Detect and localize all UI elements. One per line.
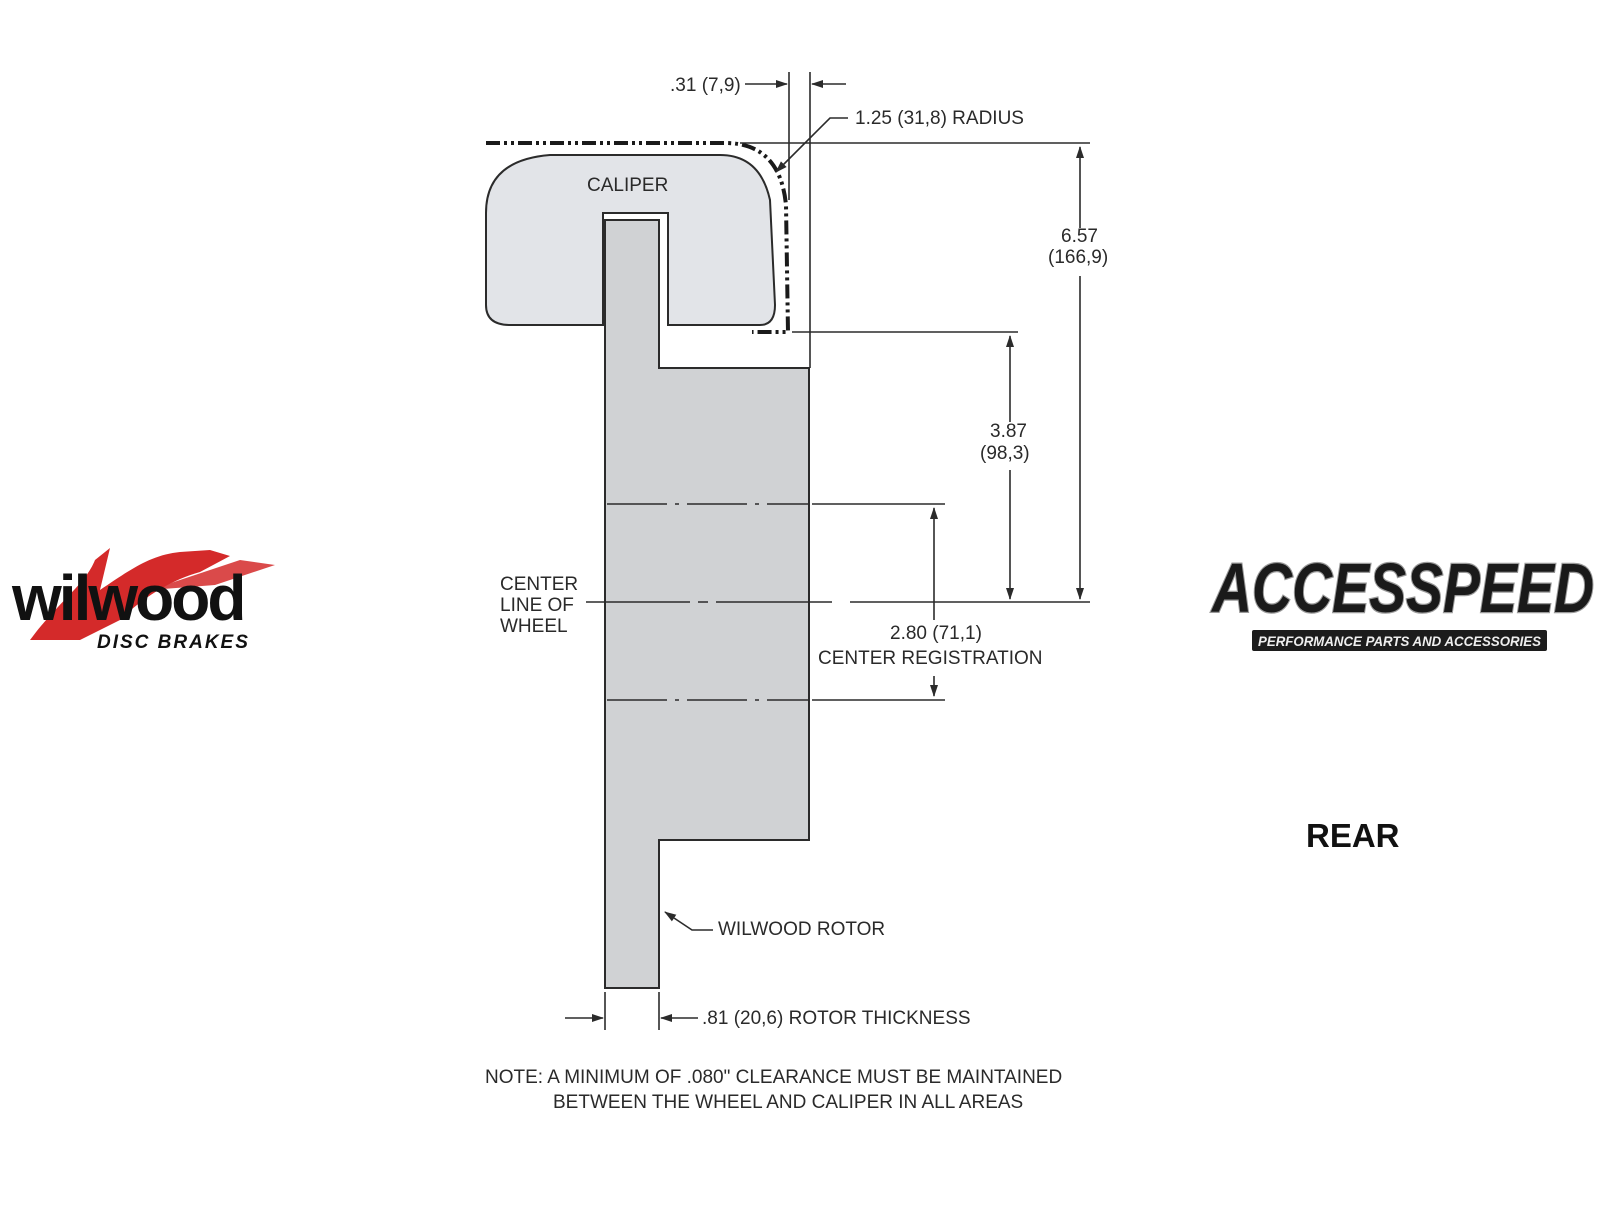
radius-dimension: 1.25 (31,8) RADIUS	[855, 108, 1024, 129]
accesspeed-logo	[1210, 549, 1594, 651]
center-line-label-2: LINE OF	[500, 595, 574, 616]
note-line-1: NOTE: A MINIMUM OF .080" CLEARANCE MUST BE MAINTAINED	[485, 1067, 1063, 1088]
wilwood-tagline: DISC BRAKES	[97, 632, 250, 653]
overall-dimension-1: 6.57	[1061, 226, 1098, 247]
overall-dimension-2: (166,9)	[1048, 247, 1109, 268]
rotor-label: WILWOOD ROTOR	[718, 919, 886, 940]
accesspeed-wordmark: ACCESSPEED	[1210, 549, 1594, 627]
accesspeed-tagline: PERFORMANCE PARTS AND ACCESSORIES	[1258, 633, 1542, 649]
thickness-dimension: .81 (20,6) ROTOR THICKNESS	[702, 1008, 971, 1029]
wilwood-logo	[11, 548, 275, 653]
offset-dimension: .31 (7,9)	[670, 75, 741, 96]
registration-dimension-2: CENTER REGISTRATION	[818, 648, 1043, 669]
caliper-to-center-2: (98,3)	[980, 443, 1030, 464]
center-line-label-3: WHEEL	[500, 616, 568, 637]
center-line-label-1: CENTER	[500, 574, 579, 595]
registration-dimension-1: 2.80 (71,1)	[890, 623, 982, 644]
wilwood-wordmark: wilwood	[12, 562, 244, 634]
view-label: REAR	[1306, 817, 1400, 854]
caliper-to-center-1: 3.87	[990, 421, 1027, 442]
caliper-label: CALIPER	[587, 175, 669, 196]
rotor-body	[605, 220, 809, 988]
note-line-2: BETWEEN THE WHEEL AND CALIPER IN ALL AREAS	[553, 1092, 1024, 1113]
